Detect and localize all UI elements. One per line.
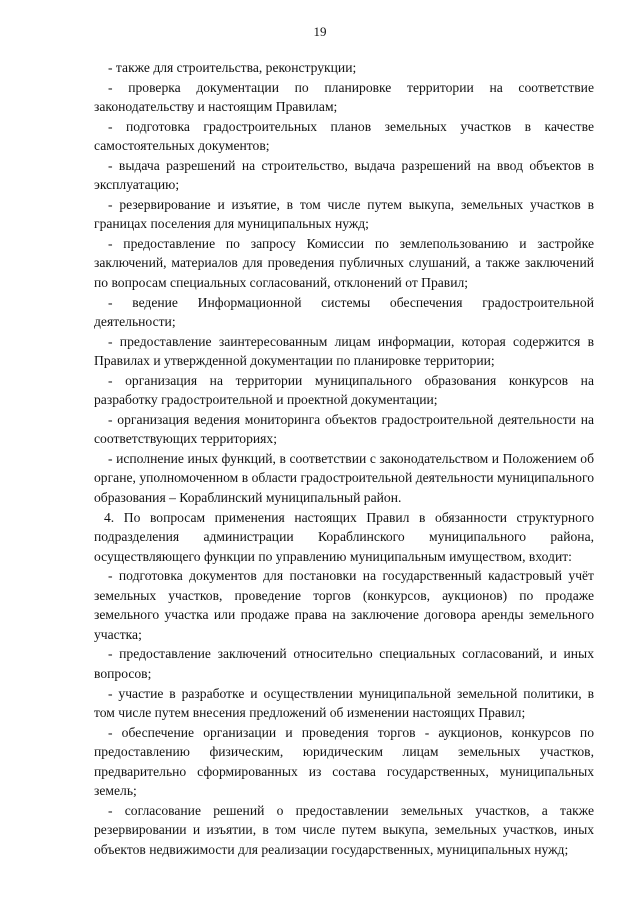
list-item: - подготовка градостроительных планов земельных участков в качестве самостоятельных документов; <box>94 118 594 154</box>
list-item: - организация ведения мониторинга объектов градостроительной деятельности на соответствующих территориях; <box>94 411 594 447</box>
page-number: 19 <box>313 24 327 39</box>
list-item: - проверка документации по планировке территории на соответствие законодательству и настоящим Правилам; <box>94 79 594 115</box>
list-item: - организация на территории муниципального образования конкурсов на разработку градостроительной и проектной документации; <box>94 372 594 408</box>
list-item: - подготовка документов для постановки на государственный кадастровый учёт земельных участков, проведение торгов (конкурсов, аукционов) по продаже земельного участка или продаже права на заключение договора аренды земельного участка; <box>94 568 594 642</box>
list-item: - согласование решений о предоставлении земельных участков, а также резервировании и изъятии, в том числе путем выкупа, земельных участков, иных объектов недвижимости для реализации государственных, муниципальных нужд; <box>94 802 594 857</box>
list-item: - участие в разработке и осуществлении муниципальной земельной политики, в том числе путем внесения предложений об изменении настоящих Правил; <box>94 685 594 721</box>
list-item: - предоставление по запросу Комиссии по землепользованию и застройке заключений, материалов для проведения публичных слушаний, а также заключений по вопросам специальных согласований, отклонений от Правил; <box>94 235 594 291</box>
list-item: - исполнение иных функций, в соответствии с законодательством и Положением об органе, уполномоченном в области градостроительной деятельности муниципального образования – Кораблинский муниципальный район. <box>94 450 594 506</box>
document-body <box>94 58 594 859</box>
numbered-paragraph: 4. По вопросам применения настоящих Правил в обязанности структурного подразделения администрации Кораблинского муниципального района, осуществляющего функции по управлению муниципальным имуществом, входит: <box>94 509 594 564</box>
list-item: - резервирование и изъятие, в том числе путем выкупа, земельных участков в границах поселения для муниципальных нужд; <box>94 196 594 232</box>
list-item: - ведение Информационной системы обеспечения градостроительной деятельности; <box>94 294 594 330</box>
list-item: - предоставление заинтересованным лицам информации, которая содержится в Правилах и утвержденной документации по планировке территории; <box>94 333 594 369</box>
list-item: - также для строительства, реконструкции; <box>108 60 357 75</box>
list-item: - выдача разрешений на строительство, выдача разрешений на ввод объектов в эксплуатацию; <box>94 157 594 193</box>
list-item: - обеспечение организации и проведения торгов - аукционов, конкурсов по предоставлению физическим, юридическим лицам земельных участков, предварительно сформированных из состава государственных, муниципальных земель; <box>94 724 594 799</box>
list-item: - предоставление заключений относительно специальных согласований, и иных вопросов; <box>94 646 594 681</box>
